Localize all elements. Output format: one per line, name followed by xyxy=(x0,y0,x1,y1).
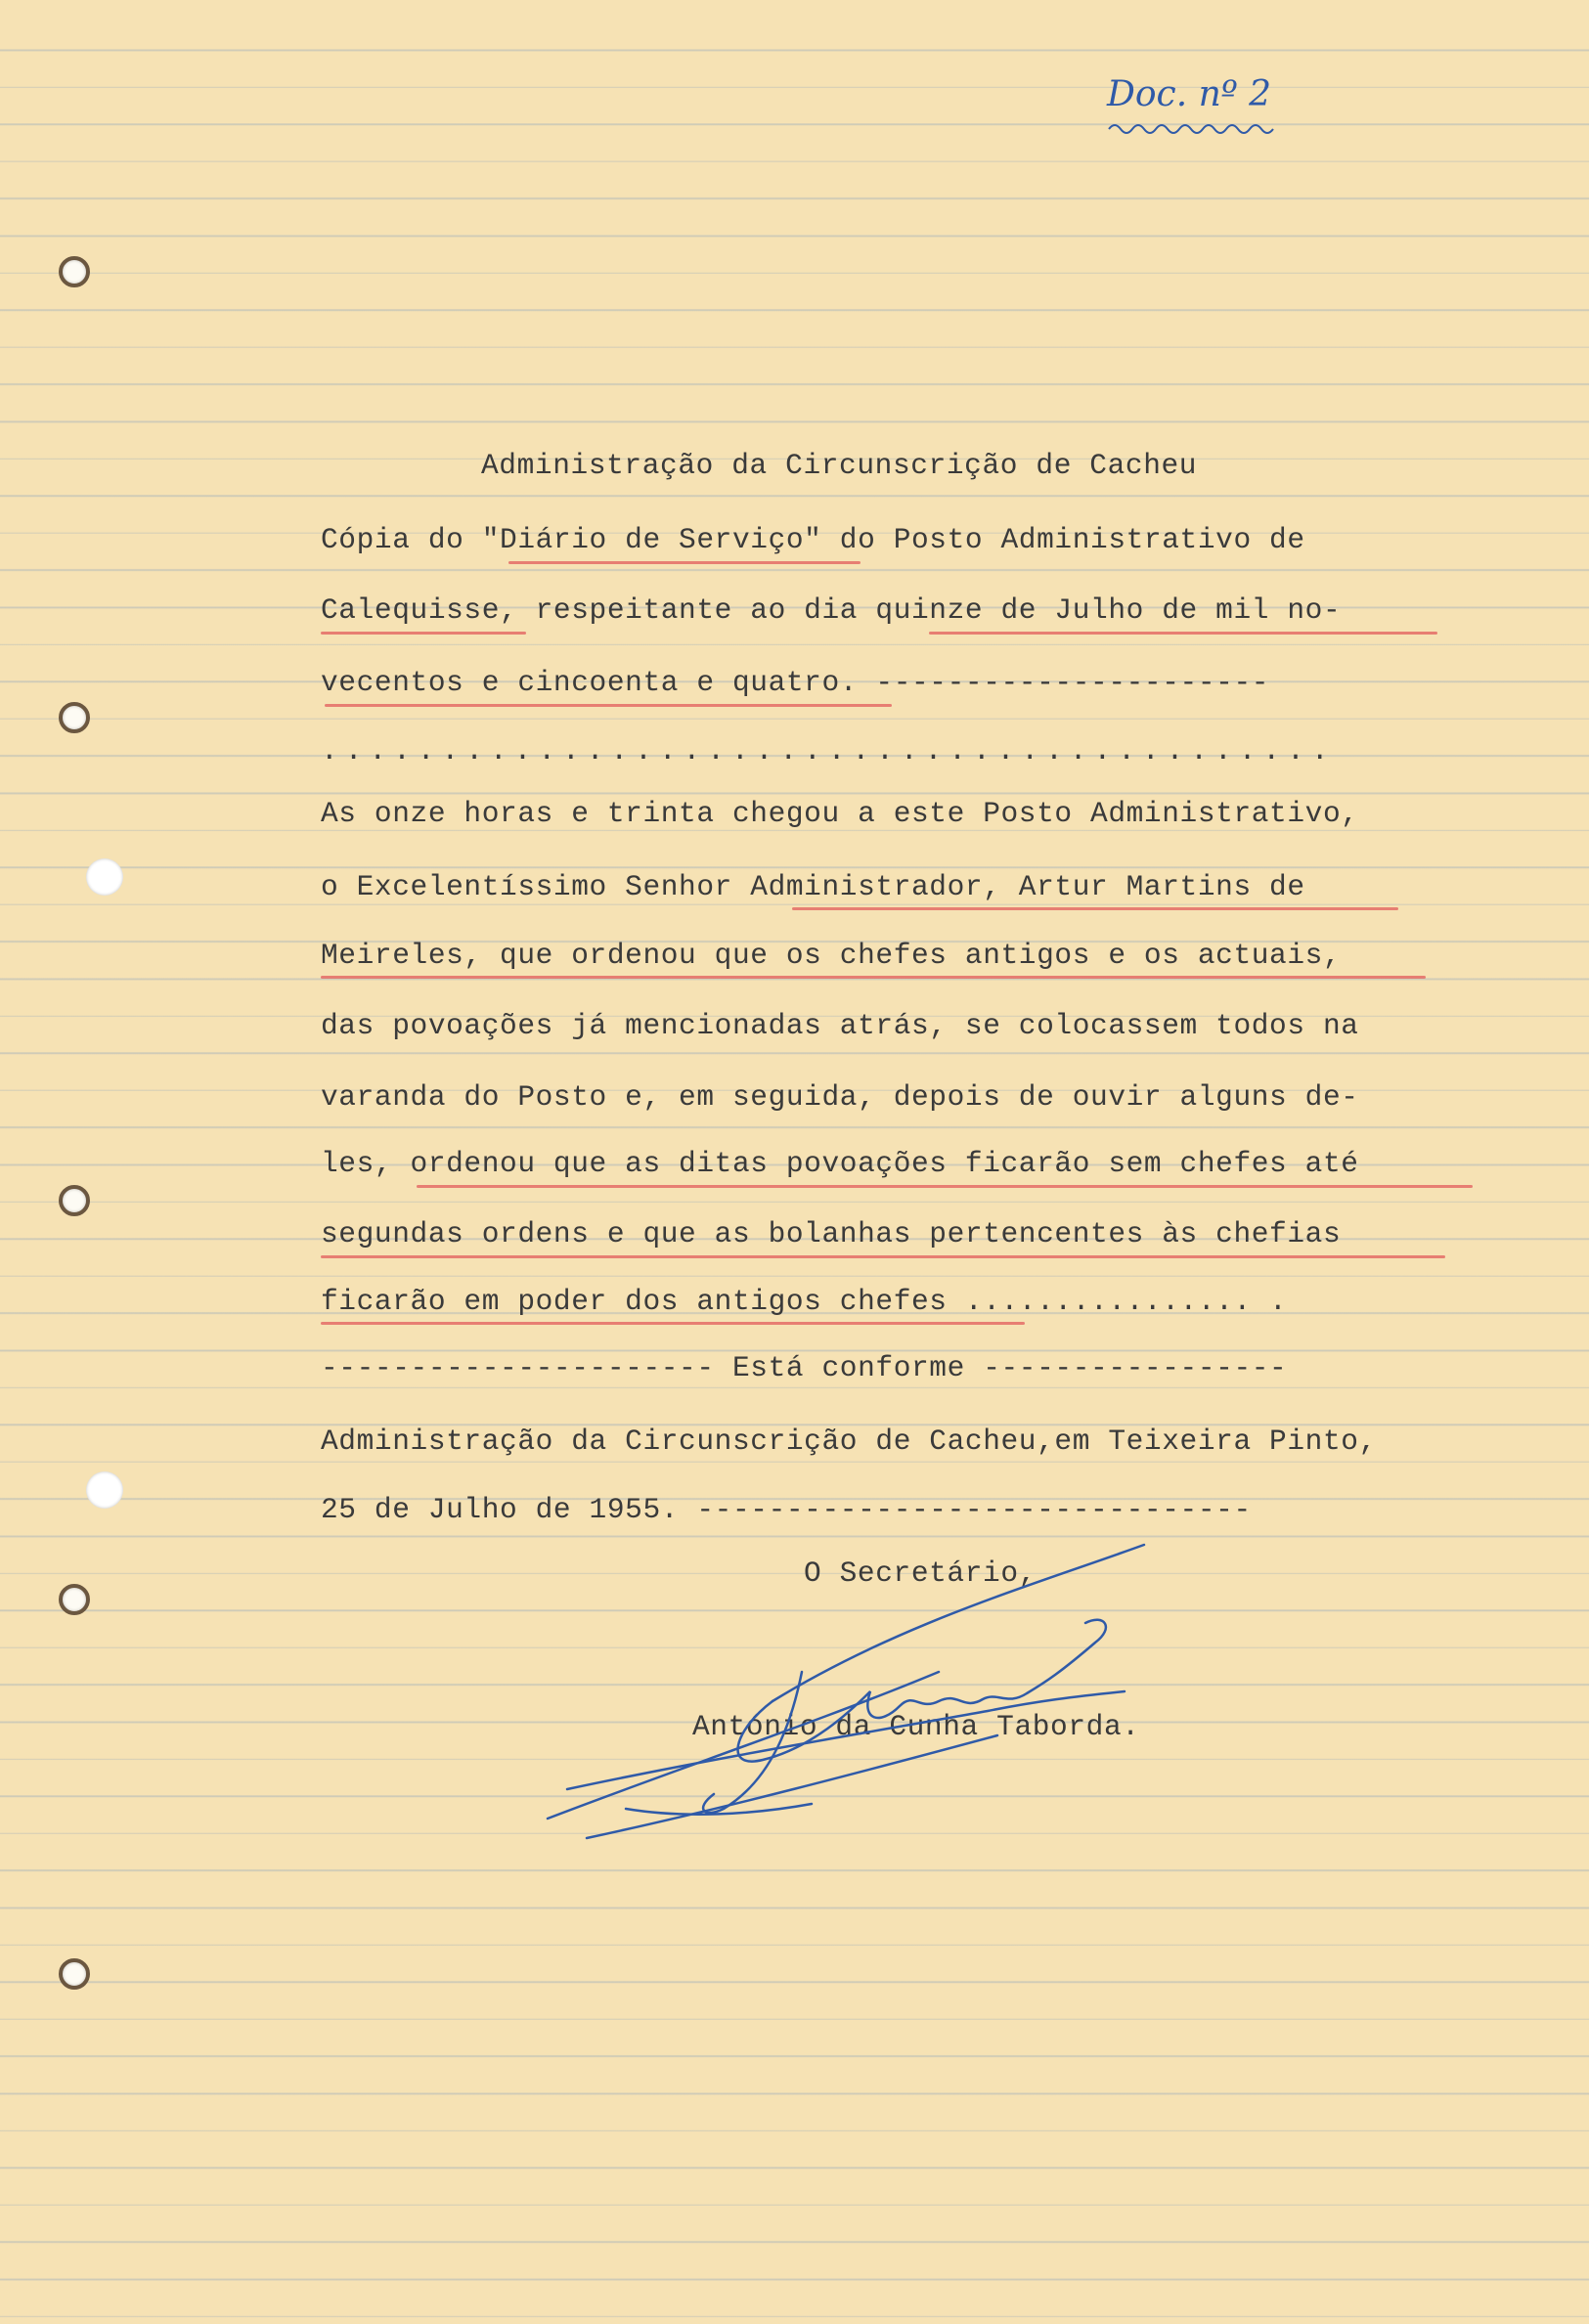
red-pencil-underline xyxy=(321,976,1426,979)
document-header: Administração da Circunscrição de Cacheu xyxy=(481,449,1198,482)
dotted-separator: .......................................... xyxy=(321,734,1336,767)
body-line: Administração da Circunscrição de Cacheu,em Teixeira Pinto, xyxy=(321,1425,1377,1458)
body-line: segundas ordens e que as bolanhas pertencentes às chefias xyxy=(321,1217,1342,1250)
red-pencil-underline xyxy=(929,632,1437,635)
binding-hole xyxy=(59,702,90,733)
handwritten-underline xyxy=(1107,121,1293,137)
punch-hole xyxy=(86,858,123,896)
document-reference-note: Doc. nº 2 xyxy=(1107,74,1272,114)
red-pencil-underline xyxy=(321,1255,1445,1258)
body-line: das povoações já mencionadas atrás, se colocassem todos na xyxy=(321,1009,1359,1042)
body-line: Meireles, que ordenou que os chefes antigos e os actuais, xyxy=(321,939,1342,972)
binding-hole xyxy=(59,1958,90,1990)
binding-hole xyxy=(59,1185,90,1216)
binding-hole xyxy=(59,1584,90,1615)
body-line: Calequisse, respeitante ao dia quinze de Julho de mil no- xyxy=(321,593,1342,627)
binding-hole xyxy=(59,256,90,287)
body-line: o Excelentíssimo Senhor Administrador, Artur Martins de xyxy=(321,870,1305,903)
body-line: varanda do Posto e, em seguida, depois de ouvir alguns de- xyxy=(321,1080,1359,1114)
red-pencil-underline xyxy=(417,1185,1473,1188)
red-pencil-underline xyxy=(325,704,892,707)
red-pencil-underline xyxy=(792,907,1398,910)
body-line: Cópia do "Diário de Serviço" do Posto Administrativo de xyxy=(321,523,1305,556)
red-pencil-underline xyxy=(321,1322,1025,1325)
signatory-title: O Secretário, xyxy=(804,1557,1037,1590)
signatory-name: António da Cunha Taborda. xyxy=(692,1710,1140,1743)
body-line: ficarão em poder dos antigos chefes ................ . xyxy=(321,1285,1288,1318)
punch-hole xyxy=(86,1471,123,1509)
red-pencil-underline xyxy=(321,632,526,635)
date-line: 25 de Julho de 1955. ------------------------------- xyxy=(321,1493,1252,1526)
body-line: As onze horas e trinta chegou a este Posto Administrativo, xyxy=(321,797,1359,830)
body-line: vecentos e cincoenta e quatro. ---------------------- xyxy=(321,666,1270,699)
red-pencil-underline xyxy=(508,561,861,564)
body-line: les, ordenou que as ditas povoações ficarão sem chefes até xyxy=(321,1147,1359,1180)
conformity-line: ---------------------- Está conforme ----------------- xyxy=(321,1351,1288,1384)
handwritten-signature xyxy=(528,1525,1154,1877)
